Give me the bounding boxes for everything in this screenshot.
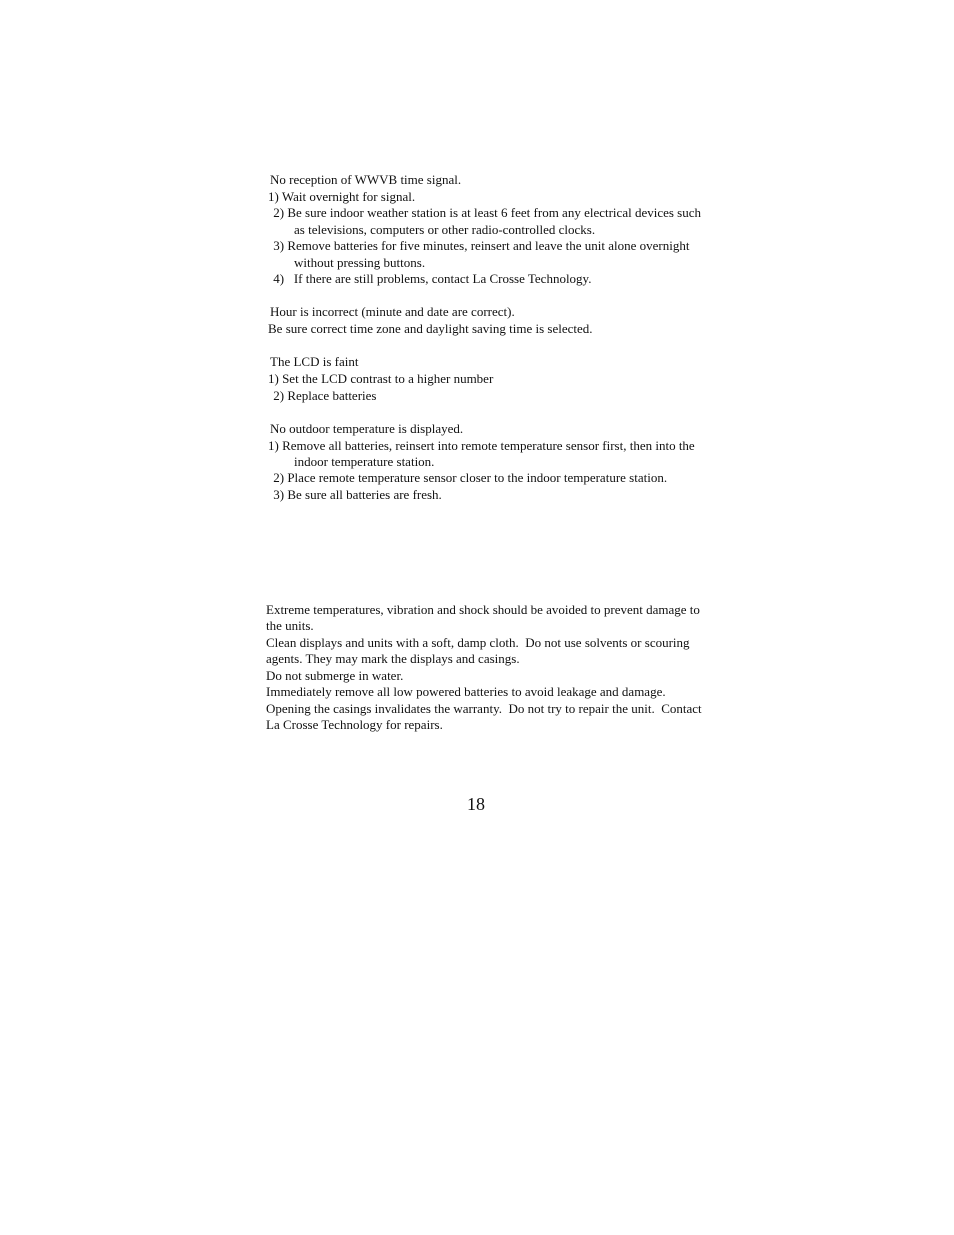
hour-heading: Hour is incorrect (minute and date are correct). [270, 304, 515, 319]
care-line-5: Do not submerge in water. [266, 668, 404, 683]
outdoor-step-2: 2) Place remote temperature sensor closer to the indoor temperature station. [270, 470, 668, 485]
wwvb-step-3-cont: without pressing buttons. [294, 255, 426, 270]
care-line-2: the units. [266, 618, 314, 633]
wwvb-step-1: 1) Wait overnight for signal. [268, 189, 416, 204]
hour-line-1: Be sure correct time zone and daylight saving time is selected. [268, 321, 593, 336]
outdoor-step-1: 1) Remove all batteries, reinsert into remote temperature sensor first, then into the [268, 438, 695, 453]
outdoor-step-3: 3) Be sure all batteries are fresh. [270, 487, 442, 502]
care-line-6: Immediately remove all low powered batteries to avoid leakage and damage. [266, 684, 666, 699]
lcd-step-2: 2) Replace batteries [270, 388, 377, 403]
care-line-1: Extreme temperatures, vibration and shock should be avoided to prevent damage to [266, 602, 700, 617]
wwvb-heading: No reception of WWVB time signal. [270, 172, 462, 187]
wwvb-step-4: 4) If there are still problems, contact La Crosse Technology. [270, 271, 592, 286]
wwvb-step-3: 3) Remove batteries for five minutes, reinsert and leave the unit alone overnight [270, 238, 690, 253]
care-line-8: La Crosse Technology for repairs. [266, 717, 443, 732]
outdoor-heading: No outdoor temperature is displayed. [270, 421, 464, 436]
page-number: 18 [467, 794, 485, 814]
care-line-3: Clean displays and units with a soft, damp cloth. Do not use solvents or scouring [266, 635, 690, 650]
care-line-7: Opening the casings invalidates the warranty. Do not try to repair the unit. Contact [266, 701, 702, 716]
outdoor-step-1-cont: indoor temperature station. [294, 454, 435, 469]
wwvb-step-2-cont: as televisions, computers or other radio-controlled clocks. [294, 222, 596, 237]
wwvb-step-2: 2) Be sure indoor weather station is at least 6 feet from any electrical devices such [270, 205, 702, 220]
lcd-heading: The LCD is faint [270, 354, 359, 369]
lcd-step-1: 1) Set the LCD contrast to a higher number [268, 371, 494, 386]
care-line-4: agents. They may mark the displays and casings. [266, 651, 520, 666]
